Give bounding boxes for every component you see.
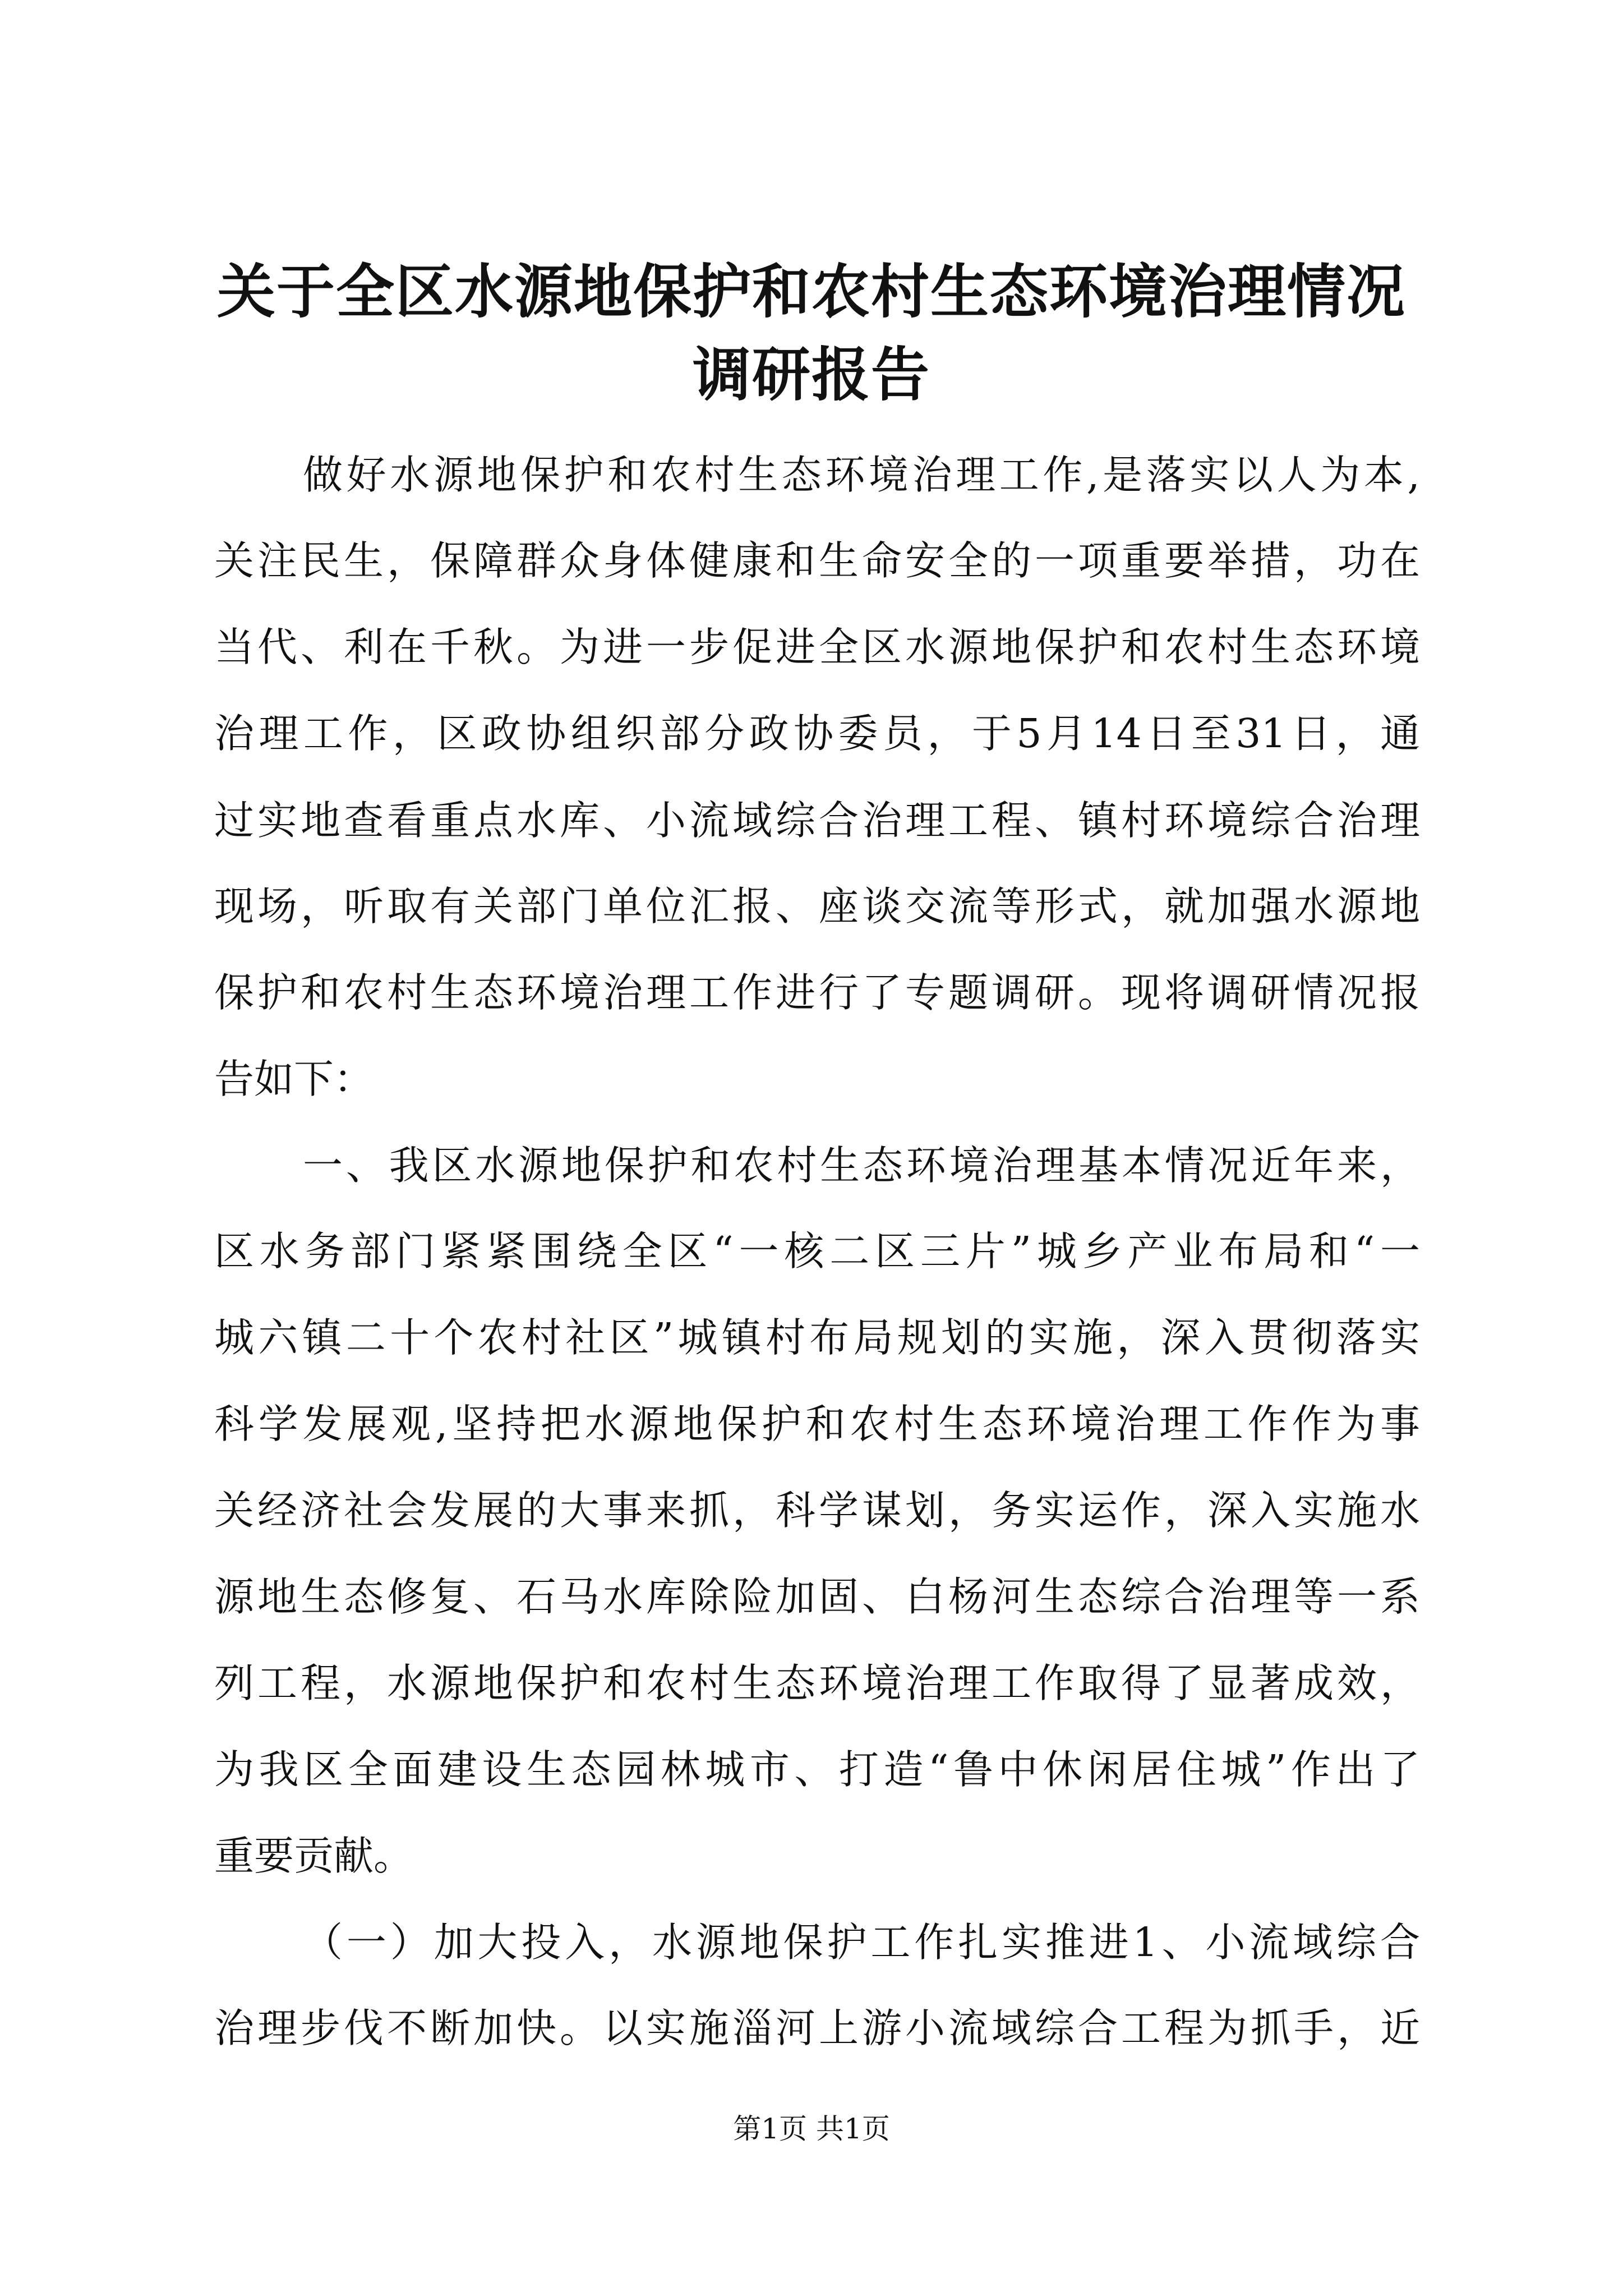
body-line: 现场，听取有关部门单位汇报、座谈交流等形式，就加强水源地 [214,883,1420,930]
body-line: 保护和农村生态环境治理工作进行了专题调研。现将调研情况报 [214,969,1420,1016]
body-line: 区水务部门紧紧围绕全区“一核二区三片”城乡产业布局和“一 [214,1228,1420,1274]
body-line: （一）加大投入，水源地保护工作扎实推进1、小流域综合 [303,1919,1420,1966]
body-line: 重要贡献。 [214,1833,414,1879]
body-line: 告如下： [214,1056,374,1102]
body-line: 关经济社会发展的大事来抓，科学谋划，务实运作，深入实施水 [214,1487,1420,1534]
body-line: 一、我区水源地保护和农村生态环境治理基本情况近年来， [303,1142,1420,1189]
body-line: 列工程，水源地保护和农村生态环境治理工作取得了显著成效， [214,1660,1420,1706]
body-line: 城六镇二十个农村社区”城镇村布局规划的实施，深入贯彻落实 [214,1314,1420,1361]
body-line: 当代、利在千秋。为进一步促进全区水源地保护和农村生态环境 [214,624,1420,670]
body-line: 治理工作，区政协组织部分政协委员，于5月14日至31日，通 [214,710,1420,757]
body-line: 关注民生，保障群众身体健康和生命安全的一项重要举措，功在 [214,537,1420,584]
body-line: 做好水源地保护和农村生态环境治理工作,是落实以人为本, [303,452,1420,498]
body-line: 科学发展观,坚持把水源地保护和农村生态环境治理工作作为事 [214,1401,1420,1447]
body-line: 过实地查看重点水库、小流域综合治理工程、镇村环境综合治理 [214,797,1420,844]
document-title-line-2: 调研报告 [692,340,930,409]
body-line: 为我区全面建设生态园林城市、打造“鲁中休闲居住城”作出了 [214,1746,1420,1793]
document-title-line-1: 关于全区水源地保护和农村生态环境治理情况 [216,257,1406,326]
page-footer: 第1页 共1页 [733,2113,890,2145]
body-line: 源地生态修复、石马水库除险加固、白杨河生态综合治理等一系 [214,1573,1420,1620]
body-line: 治理步伐不断加快。以实施淄河上游小流域综合工程为抓手，近 [214,2005,1420,2051]
